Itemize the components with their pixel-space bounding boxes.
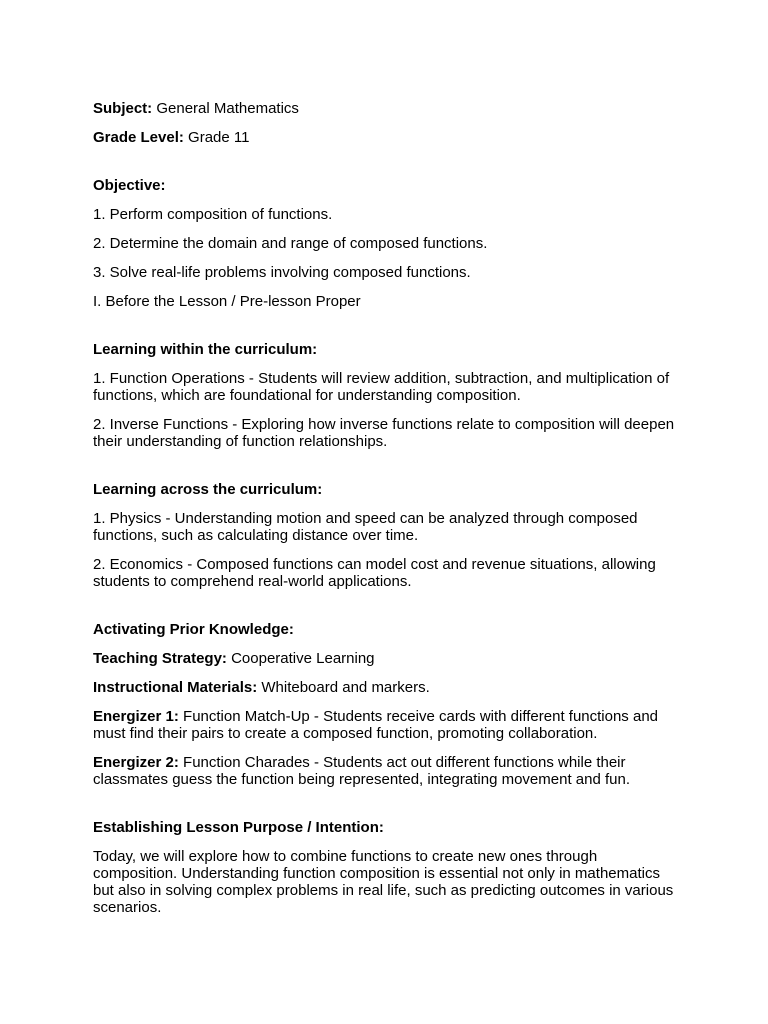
subject-label: Subject:: [93, 100, 153, 117]
grade-level-value: Grade 11: [183, 129, 250, 146]
subject-value: General Mathematics: [152, 100, 299, 117]
instructional-materials-label: Instructional Materials:: [93, 679, 258, 696]
lesson-purpose-heading: Establishing Lesson Purpose / Intention:: [93, 819, 384, 836]
energizer-2-line: [93, 754, 683, 788]
across-curriculum-item: 1. Physics - Understanding motion and speed can be analyzed through composed functions, such as calculating distance over time.: [93, 510, 638, 544]
subject-line: [93, 100, 683, 117]
within-curriculum-item: 1. Function Operations - Students will review addition, subtraction, and multiplication of functions, which are foundational for understanding composition.: [93, 370, 670, 404]
across-curriculum-item: 2. Economics - Composed functions can model cost and revenue situations, allowing students to comprehend real-world applications.: [93, 556, 656, 590]
instructional-materials-value: Whiteboard and markers.: [257, 679, 430, 696]
energizer-2-value: Function Charades - Students act out different functions while their classmates guess the function being represented, integrating movement and fun.: [93, 754, 630, 788]
lesson-purpose-text: Today, we will explore how to combine functions to create new ones through composition. Understanding function composition is essential not only in mathematics but also in solving complex problems in real life, such as predicting outcomes in various scenarios.: [93, 848, 674, 916]
across-curriculum-heading: Learning across the curriculum:: [93, 481, 323, 498]
objective-item: 3. Solve real-life problems involving composed functions.: [93, 264, 471, 281]
before-lesson-line: I. Before the Lesson / Pre-lesson Proper: [93, 293, 361, 310]
energizer-1-value: Function Match-Up - Students receive cards with different functions and must find their pairs to create a composed function, promoting collaboration.: [93, 708, 659, 742]
energizer-1-label: Energizer 1:: [93, 708, 179, 725]
objective-item: 1. Perform composition of functions.: [93, 206, 333, 223]
lesson-plan-body: [93, 100, 683, 916]
instructional-materials-line: [93, 679, 683, 696]
energizer-2-label: Energizer 2:: [93, 754, 179, 771]
grade-level-label: Grade Level:: [93, 129, 184, 146]
teaching-strategy-value: Cooperative Learning: [226, 650, 375, 667]
prior-knowledge-heading: Activating Prior Knowledge:: [93, 621, 294, 638]
energizer-1-line: [93, 708, 683, 742]
objective-item: 2. Determine the domain and range of composed functions.: [93, 235, 488, 252]
within-curriculum-item: 2. Inverse Functions - Exploring how inverse functions relate to composition will deepen their understanding of function relationships.: [93, 416, 675, 450]
teaching-strategy-label: Teaching Strategy:: [93, 650, 227, 667]
objective-heading: Objective:: [93, 177, 166, 194]
grade-level-line: [93, 129, 683, 146]
teaching-strategy-line: [93, 650, 683, 667]
within-curriculum-heading: Learning within the curriculum:: [93, 341, 318, 358]
